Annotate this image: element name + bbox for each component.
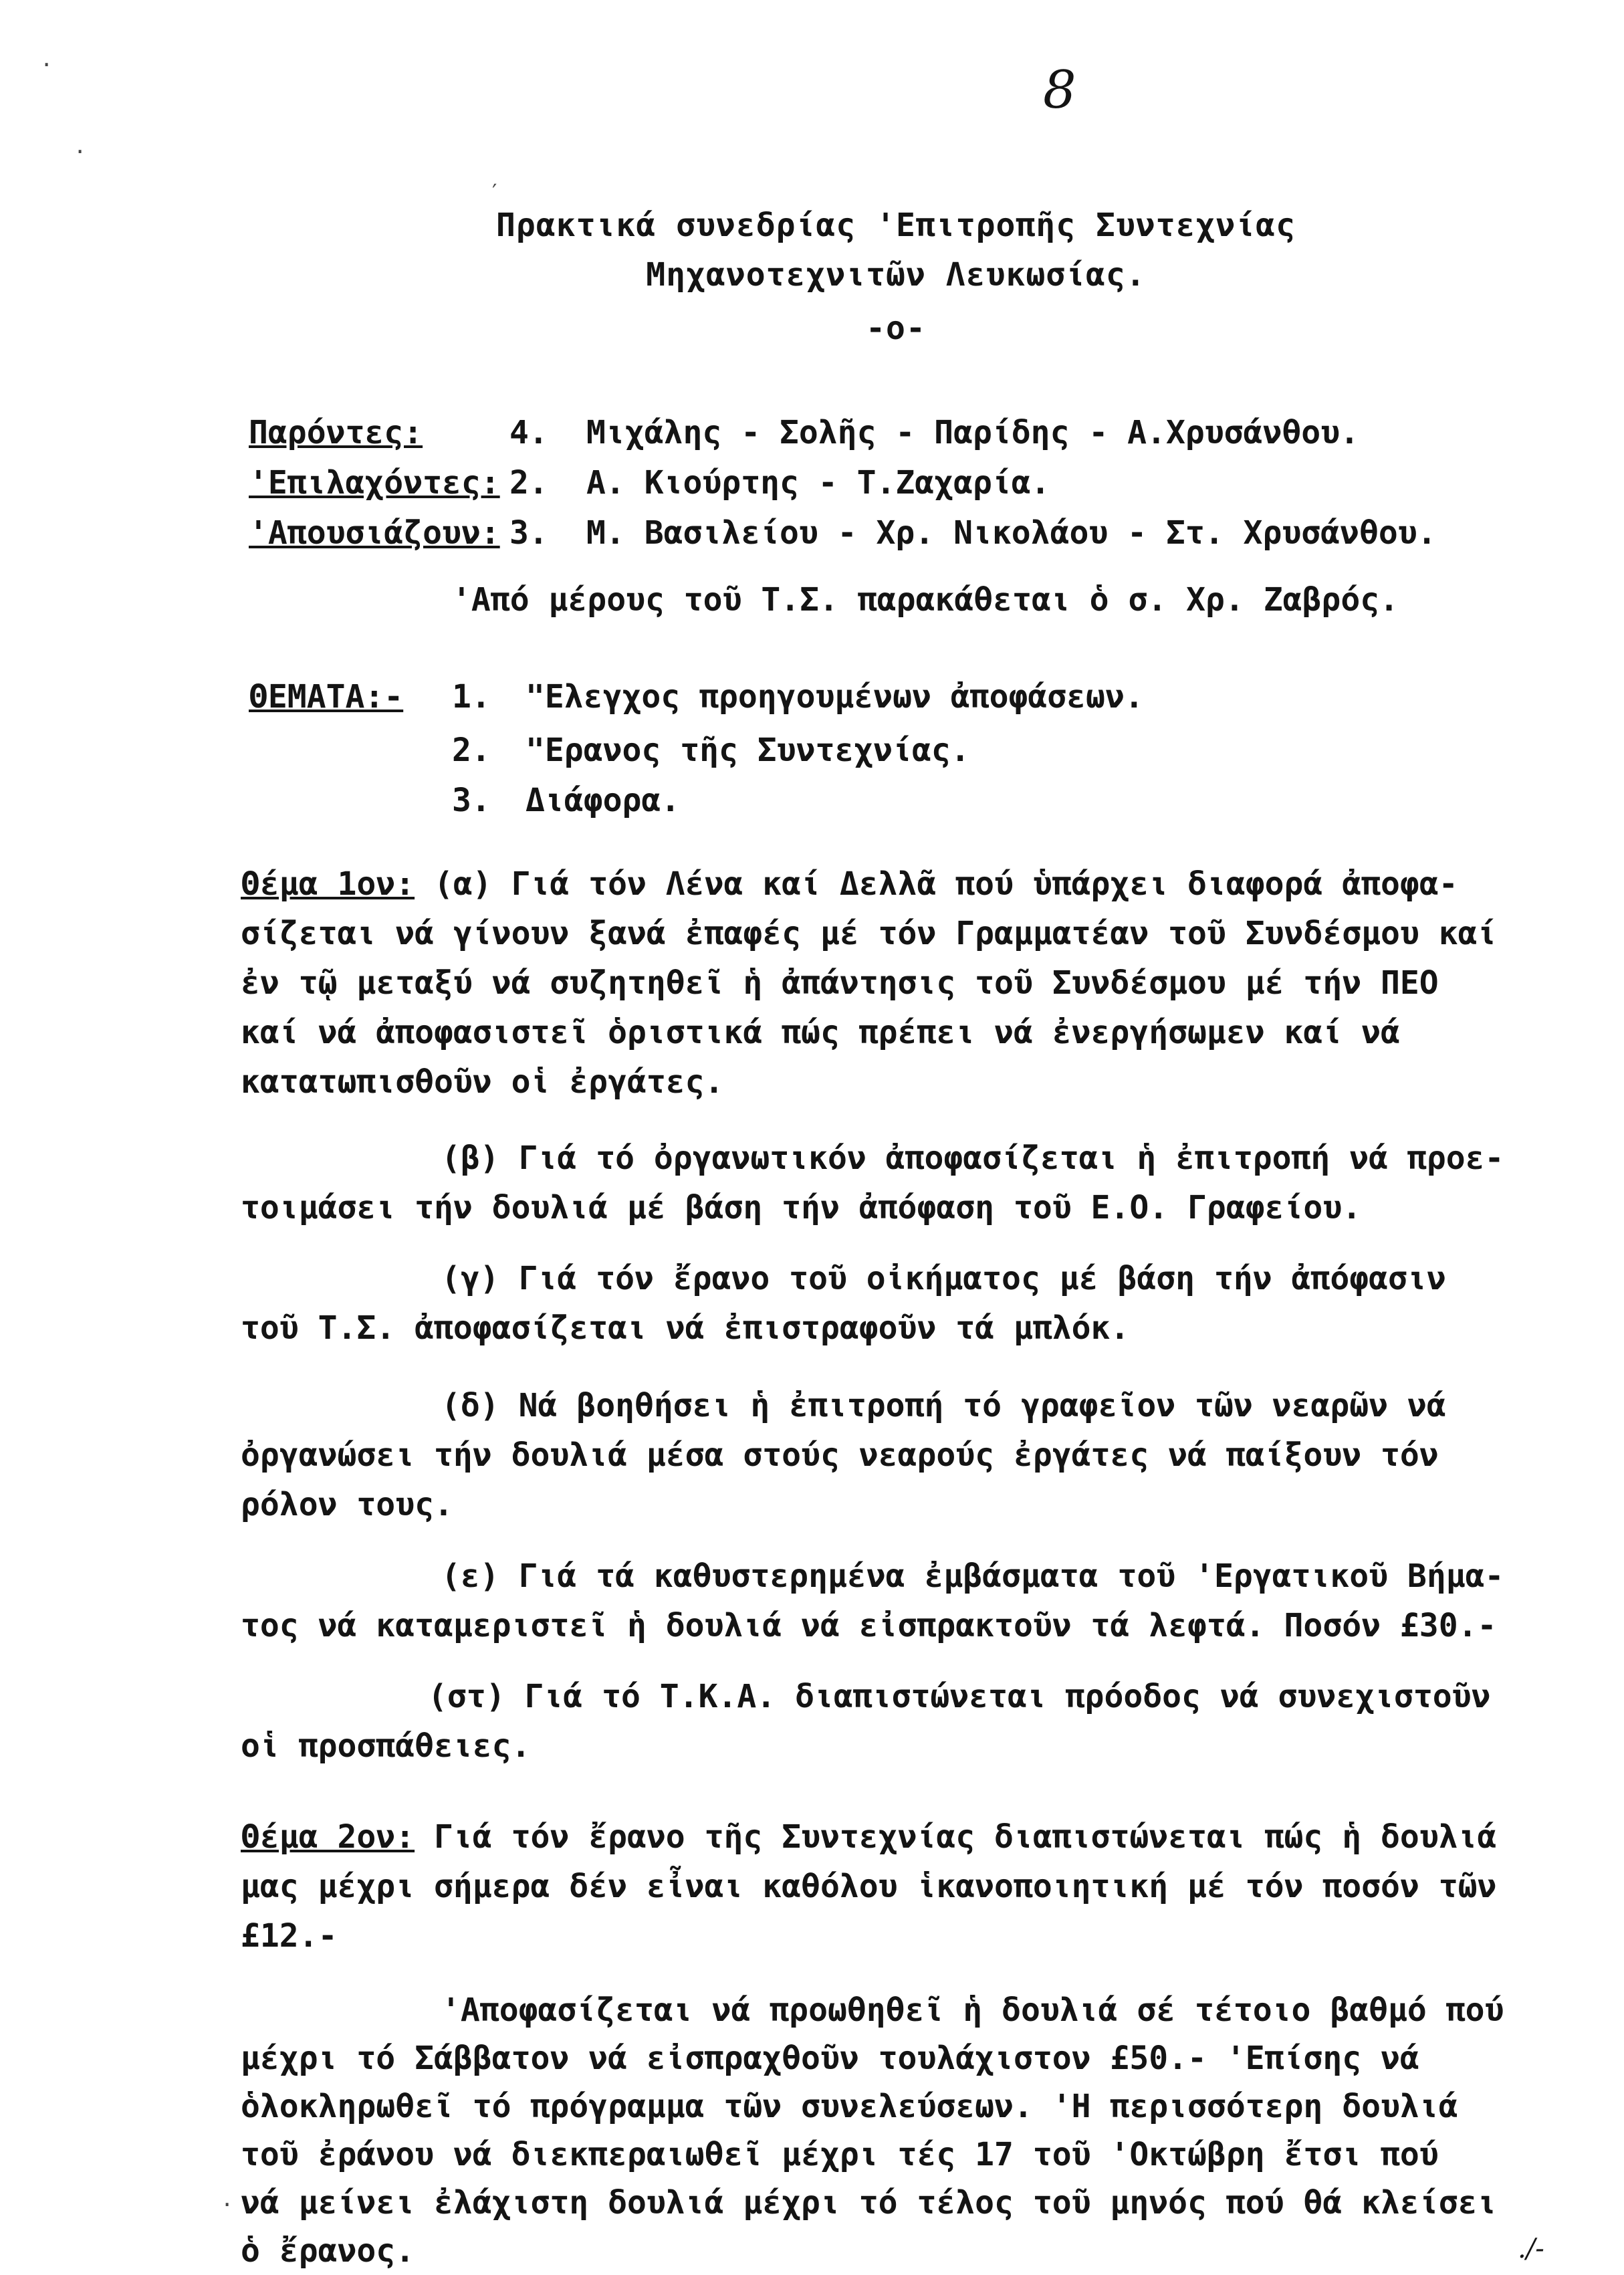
absent-names: Μ. Βασιλείου - Χρ. Νικολάου - Στ. Χρυσάνθου. [586,514,1437,552]
topic2-paragraph-1: Θέμα 2ον: Γιά τόν ἔρανο τῆς Συντεχνίας διαπιστώνεται πώς ἡ δουλιά μας μέχρι σήμερα δέν εἶναι καθόλου ἱκανοποιητική μέ τόν ποσόν τῶν £12.- [241,1818,1497,1955]
scan-speck: ′ [488,179,501,205]
topic2-paragraph-2: 'Αποφασίζεται νά προωθηθεῖ ἡ δουλιά σέ τέτοιο βαθμό πού μέχρι τό Σάββατον νά εἰσπραχθοῦν τουλάχιστον £50.- 'Επίσης νά ὁλοκληρωθεῖ τό πρόγραμμα τῶν συνελεύσεων. 'Η περισσότερη δουλιά τοῦ ἐράνου νά διεκπεραιωθεῖ μέχρι τές 17 τοῦ 'Οκτώβρη ἔτσι πού νά μείνει ἐλάχιστη δουλιά μέχρι τό τέλος τοῦ μηνός πού θά κλείσει ὁ ἔρανος. [241,1991,1504,2270]
present-count: 4. [509,414,548,451]
substitutes-label: 'Επιλαχόντες: [249,464,500,502]
topics-label: ΘΕΜΑΤΑ:- [249,678,404,716]
observer-note: 'Από μέρους τοῦ Τ.Σ. παρακάθεται ὁ σ. Χρ. Ζαβρός. [452,581,1399,619]
attendance-present [249,408,1359,457]
document-title [428,201,1364,353]
attendance-absent [249,508,1437,558]
topic1-item-b: (β) Γιά τό ὀργανωτικόν ἀποφασίζεται ἡ ἐπιτροπή νά προε- τοιμάσει τήν δουλιά μέ βάση τήν ἀπόφαση τοῦ Ε.Ο. Γραφείου. [241,1140,1504,1226]
title-separator: -ο- [866,310,926,347]
attendance-substitutes [249,458,1050,508]
topic1-item-c: (γ) Γιά τόν ἔρανο τοῦ οἰκήματος μέ βάση τήν ἀπόφασιν τοῦ Τ.Σ. ἀποφασίζεται νά ἐπιστραφοῦν τά μπλόκ. [241,1260,1446,1347]
topic-item: 1. "Ελεγχος προηγουμένων ἀποφάσεων. [452,678,1144,716]
substitutes-count: 2. [509,464,548,502]
scan-speck: · [74,139,87,165]
title-line-1: Πρακτικά συνεδρίας 'Επιτροπῆς Συντεχνίας [496,207,1296,244]
topic2-label: Θέμα 2ον: [241,1818,415,1856]
topic1-item-st: (στ) Γιά τό Τ.Κ.Α. διαπιστώνεται πρόοδος νά συνεχιστοῦν οἱ προσπάθειες. [241,1678,1491,1765]
topic-item: 2. "Ερανος τῆς Συντεχνίας. [452,732,970,769]
continuation-mark: ./- [1518,2234,1544,2264]
present-names: Μιχάλης - Σολῆς - Παρίδης - Α.Χρυσάνθου. [586,414,1359,451]
topic1-item-d: (δ) Νά βοηθήσει ἡ ἐπιτροπή τό γραφεῖον τῶν νεαρῶν νά ὀργανώσει τήν δουλιά μέσα στούς νεαρούς ἐργάτες νά παίξουν τόν ρόλον τους. [241,1387,1446,1523]
topic1-item-e: (ε) Γιά τά καθυστερημένα ἐμβάσματα τοῦ 'Εργατικοῦ Βήμα- τος νά καταμεριστεῖ ἡ δουλιά νά εἰσπρακτοῦν τά λεφτά. Ποσόν £30.- [241,1557,1504,1644]
scan-speck: · [221,2192,234,2217]
topic-item: 3. Διάφορα. [452,782,681,819]
title-line-2: Μηχανοτεχνιτῶν Λευκωσίας. [646,256,1146,294]
substitutes-names: Α. Κιούρτης - Τ.Ζαχαρία. [586,464,1050,502]
scan-speck: · [40,52,53,78]
absent-label: 'Απουσιάζουν: [249,514,500,552]
absent-count: 3. [509,514,548,552]
page-number: 8 [1043,60,1076,120]
present-label: Παρόντες: [249,414,423,451]
topic1-item-a: Θέμα 1ον: (α) Γιά τόν Λένα καί Δελλᾶ πού ὑπάρχει διαφορά ἀποφα- σίζεται νά γίνουν ξανά ἐπαφές μέ τόν Γραμματέαν τοῦ Συνδέσμου καί ἐν τῷ μεταξύ νά συζητηθεῖ ἡ ἀπάντησις τοῦ Συνδέσμου μέ τήν ΠΕΟ καί νά ἀποφασιστεῖ ὁριστικά πώς πρέπει νά ἐνεργήσωμεν καί νά κατατωπισθοῦν οἱ ἐργάτες. [241,865,1497,1101]
topic1-label: Θέμα 1ον: [241,865,415,903]
